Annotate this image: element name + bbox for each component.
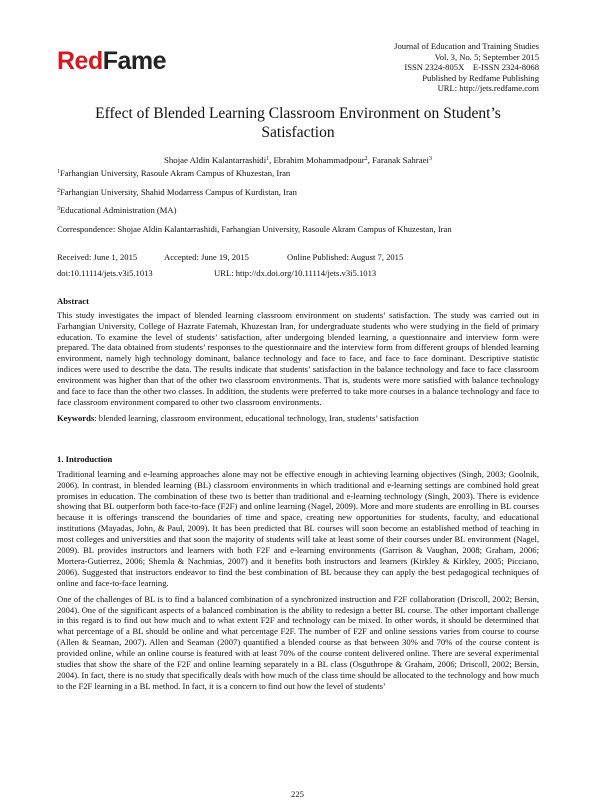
dates-line	[57, 249, 539, 265]
doi-line	[57, 265, 539, 281]
article-title: Effect of Blended Learning Classroom Environment on Student’s Satisfaction	[95, 105, 501, 141]
abstract-text: This study investigates the impact of blended learning classroom environment on students’ satisfaction. The study was carried out in Farhangian University, College of Hazrate Fatemah, Khuzestan Iran, for undergraduate students who were studying in the field of primary education. To examine the level of students’ satisfaction, after undergoing blended learning, a questionnaire and interview form were prepared. The data obtained from students’ responses to the questionnaire and the interview form from different groups of blended learning environment, namely high technology dominant, balance technology and face to face, and face to face dominant. Descriptive statistic indices were used to describe the data. The results indicate that students’ satisfaction in the balance technology and face to face classroom environment was higher than that of the other two classroom environments. That is, students were more satisfied with balance technology and face to face than the other two classes. In addition, the students were preferred to take more courses in a balance technology and face to face classroom environment compared to other two classroom environments.	[57, 309, 539, 407]
author-2-sup: 2	[364, 156, 368, 162]
abstract-heading: Abstract	[57, 296, 89, 306]
logo-black-text: Fame	[102, 47, 167, 75]
journal-info	[279, 41, 539, 94]
accepted-date: Accepted: June 19, 2015	[164, 252, 249, 262]
aff-3-text: Educational Administration (MA)	[60, 205, 177, 216]
affiliation-2	[57, 187, 539, 198]
redfame-logo	[57, 46, 166, 76]
published-date: Online Published: August 7, 2015	[287, 252, 404, 262]
affiliation-3	[57, 205, 539, 216]
doi-url[interactable]: URL: http://dx.doi.org/10.11114/jets.v3i5.1013	[214, 268, 377, 278]
keywords-text: : blended learning, classroom environment, educational technology, Iran, students’ satisfaction	[94, 412, 419, 423]
author-3: , Faranak Sahraei	[367, 155, 429, 165]
keywords-line	[57, 413, 539, 424]
intro-paragraph-1: Traditional learning and e-learning approaches alone may not be effective enough in achieving learning objectives (Singh, 2003; Goolnik, 2006). In contrast, in blended learning (BL) classroom environments in which traditional and e-learning settings are combined hold great promises in education. The combination of these two is better than traditional and e-learning technology (Singh, 2003). There is evidence showing that BL outperform both face-to-face (F2F) and online learning (Nagel, 2009). More and more students are enrolling in BL courses because it is offerings transcend the boundaries of time and space, creating new opportunities for students, faculty, and educational institutions (Mayadas, John, & Paul, 2009). It has been predicted that BL courses will soon become an established method of teaching in most colleges and universities and that soon the majority of students will take at least some of their courses under BL environment (Nagel, 2009). BL provides instructors and learners with both F2F and e-learning environments (Garrison & Vaughan, 2008; Graham, 2006; Mortera-Gutierrez, 2006; Shemla & Nachmias, 2007) and it benefits both instructors and learners (Kirkley & Kirkley, 2005; Picciano, 2006). Suggested that instructors endeavor to find the best combination of BL because they can apply the best pedagogical techniques of online and face-to-face learning.	[57, 468, 539, 588]
affiliation-1	[57, 168, 539, 179]
journal-issn: ISSN 2324-805X E-ISSN 2324-8068	[404, 62, 539, 73]
author-3-sup: 3	[428, 156, 432, 162]
aff-1-text: Farhangian University, Rasoule Akram Campus of Khuzestan, Iran	[60, 168, 291, 178]
author-1: Shojae Aldin Kalantarrashidi	[164, 155, 267, 165]
keywords-label: Keywords	[57, 412, 95, 423]
introduction-section	[57, 454, 539, 692]
received-date: Received: June 1, 2015	[57, 252, 138, 262]
page-number: 225	[291, 789, 304, 799]
doi: doi:10.11114/jets.v3i5.1013	[57, 268, 153, 278]
aff-2-sup: 2	[57, 187, 60, 194]
intro-paragraph-2: One of the challenges of BL is to find a balanced combination of a synchronized instruction and F2F collaboration (Driscoll, 2002; Bersin, 2004). One of the significant aspects of a balanced combination is the ability to redesign a better BL course. The other important challenge in this regard is to find out how much and to what extent F2F and technology can be mixed. In other words, it should be determined that what percentage of a BL should be online and what percentage F2F. The number of F2F and online sessions varies from course to course (Allen & Seaman, 2007). Allen and Seaman (2007) quantified a blended course as that between 30% and 70% of the course content is provided online, while an online course is featured with at least 70% of the course content delivered online. There are several experimental studies that show the share of the F2F and online learning separately in a BL class (Osguthrope & Graham, 2006; Driscoll, 2002; Bersin, 2004). In fact, there is no study that specifically deals with how much of the class time should be allocated to the technology and how much to the F2F learning in a BL method. In fact, it is a concern to find out how the level of students’	[57, 593, 539, 691]
author-2: , Ebrahim Mohammadpour	[269, 155, 365, 165]
aff-3-sup: 3	[57, 206, 60, 213]
aff-1-sup: 1	[57, 169, 60, 175]
aff-2-text: Farhangian University, Shahid Modarress Campus of Kurdistan, Iran	[60, 186, 297, 197]
introduction-heading: 1. Introduction	[57, 454, 113, 464]
journal-volume: Vol. 3, No. 5; September 2015	[434, 51, 539, 62]
journal-publisher: Published by Redfame Publishing	[422, 72, 539, 83]
logo-red-text: Red	[57, 47, 103, 75]
journal-name: Journal of Education and Training Studies	[394, 41, 539, 51]
correspondence: Correspondence: Shojae Aldin Kalantarrashidi, Farhangian University, Rasoule Akram Campus of Khuzestan, Iran	[57, 224, 452, 235]
affiliations	[57, 168, 539, 235]
author-line	[57, 155, 539, 166]
abstract-section	[57, 296, 539, 424]
publication-dates	[57, 249, 539, 281]
author-1-sup: 1	[266, 156, 270, 162]
journal-url[interactable]: URL: http://jets.redfame.com	[437, 83, 539, 94]
